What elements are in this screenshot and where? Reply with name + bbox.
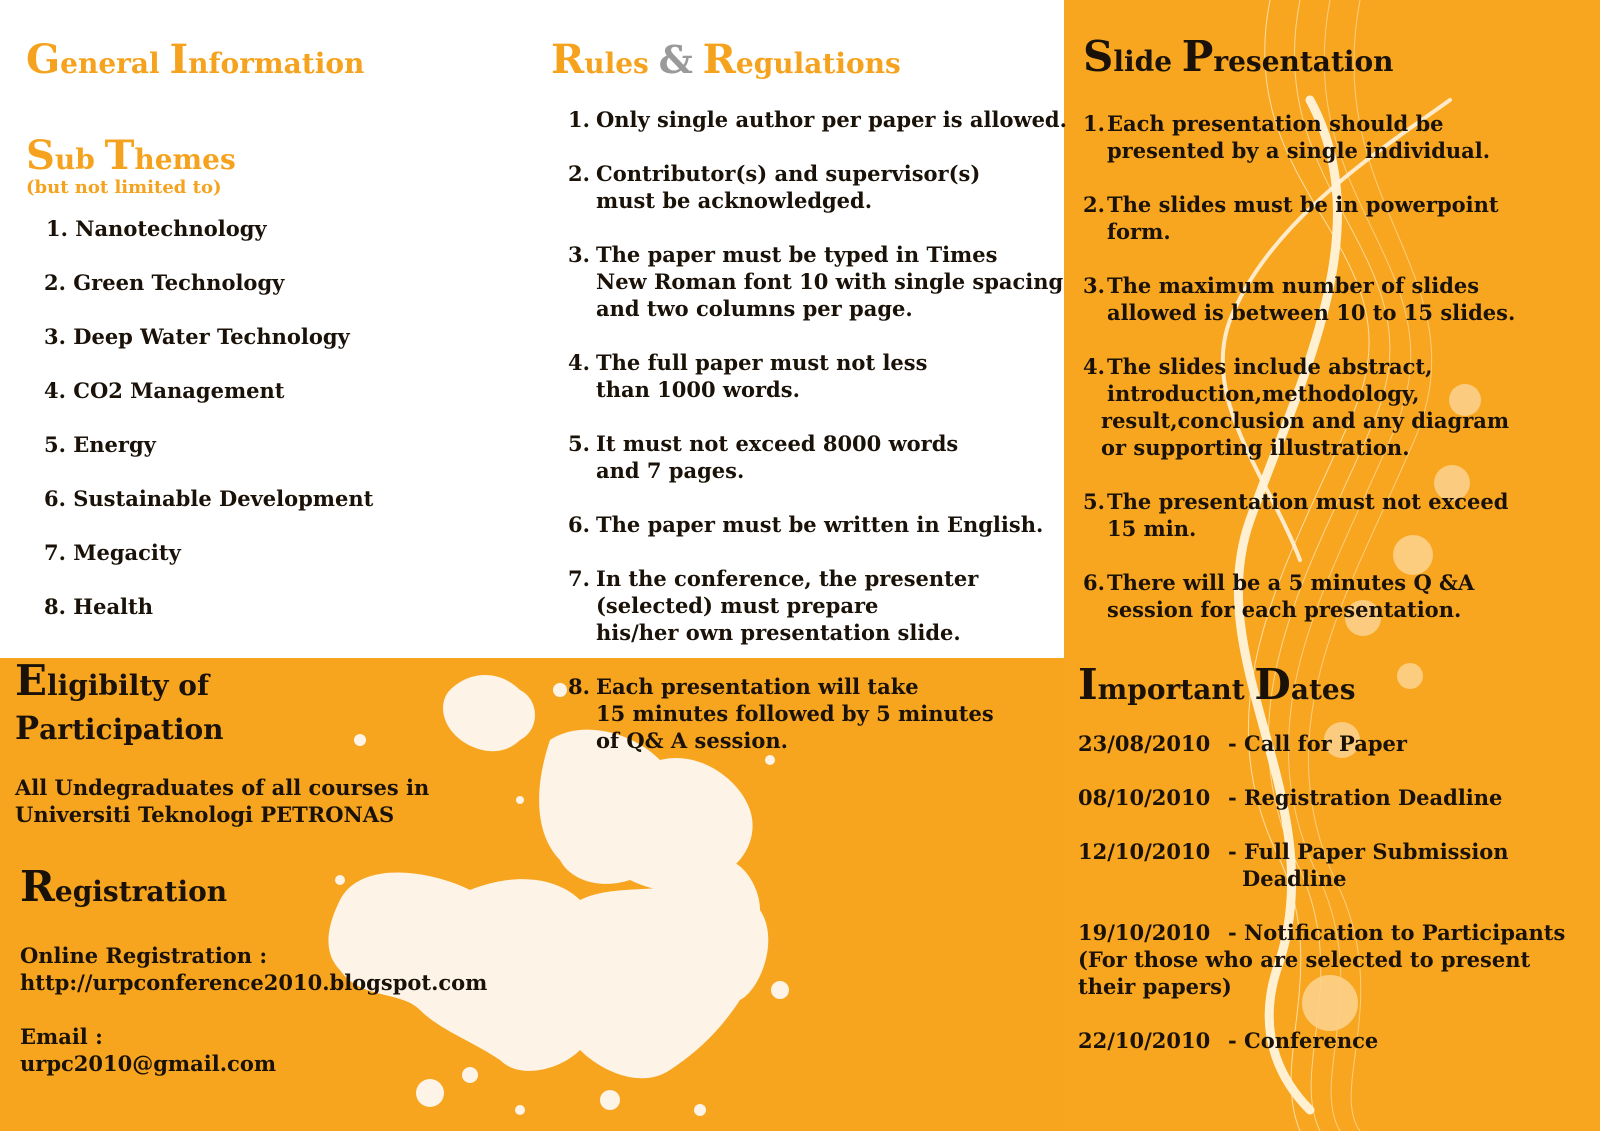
list-item: 2. Green Technology: [44, 270, 285, 295]
date-note: (For those who are selected to present their papers): [1078, 947, 1531, 999]
heading-text: ligibilty of: [47, 669, 210, 702]
ampersand: &: [658, 37, 693, 82]
slide-presentation-heading: [1083, 32, 1394, 81]
slide-rule-item: 1. Each presentation should be presented by a single individual.: [1083, 111, 1491, 163]
rule-item: 8. Each presentation will take 15 minutes followed by 5 minutes of Q& A session.: [568, 674, 994, 753]
heading-initial: D: [1254, 660, 1291, 709]
heading-text: hemes: [134, 143, 236, 176]
date-item: 08/10/2010 - Registration Deadline: [1078, 785, 1503, 810]
heading-initial: P: [15, 709, 40, 747]
heading-text: egistration: [54, 875, 228, 908]
heading-initial: S: [26, 132, 55, 179]
list-item: 4. CO2 Management: [44, 378, 285, 403]
slides-list: [1083, 110, 1515, 623]
general-information-heading: [26, 36, 364, 83]
heading-text: lide: [1113, 45, 1182, 78]
important-dates-heading: [1078, 660, 1355, 709]
heading-text: ub: [54, 143, 105, 176]
heading-text: resentation: [1213, 45, 1394, 78]
list-item: 5. Energy: [44, 432, 156, 457]
list-item: 7. Megacity: [44, 540, 181, 565]
heading-initial: P: [1181, 32, 1214, 81]
list-item: 3. Deep Water Technology: [44, 324, 350, 349]
list-item: 6. Sustainable Development: [44, 486, 374, 511]
eligibility-text: All Undegraduates of all courses in Universiti Teknologi PETRONAS: [15, 775, 430, 827]
date-item: 23/08/2010 - Call for Paper: [1078, 731, 1407, 756]
heading-initial: E: [15, 656, 48, 705]
email-address[interactable]: urpc2010@gmail.com: [20, 1051, 277, 1076]
slide-rule-item: 2. The slides must be in powerpoint form.: [1083, 192, 1499, 244]
registration-details: [20, 942, 487, 1077]
date-item: 19/10/2010 - Notification to Participants: [1078, 920, 1566, 945]
slide-rule-item: 5. The presentation must not exceed 15 min.: [1083, 489, 1509, 541]
heading-initial: I: [1078, 660, 1098, 709]
slide-rule-item: 4. The slides include abstract, introduction,methodology, result,conclusion and any diagram or supporting illustration.: [1083, 354, 1510, 460]
rule-item: 3. The paper must be typed in Times New Roman font 10 with single spacing and two columns per page.: [568, 242, 1064, 321]
rule-item: 1. Only single author per paper is allowed.: [568, 107, 1067, 132]
heading-text: egulations: [735, 47, 901, 80]
rules-list: [568, 106, 1067, 754]
heading-initial: R: [551, 36, 585, 83]
dates-list: [1078, 730, 1565, 1054]
heading-text: mportant: [1097, 673, 1255, 706]
sub-themes-heading: [26, 132, 236, 179]
slide-rule-item: 6. There will be a 5 minutes Q &A session for each presentation.: [1083, 570, 1475, 622]
heading-initial: I: [169, 36, 189, 83]
date-item: 12/10/2010 - Full Paper Submission Deadline: [1078, 839, 1509, 891]
rules-heading: [551, 36, 901, 83]
sub-themes-subtitle: (but not limited to): [26, 177, 222, 198]
slide-rule-item: 3. The maximum number of slides allowed is between 10 to 15 slides.: [1083, 273, 1516, 325]
rule-item: 6. The paper must be written in English.: [568, 512, 1044, 537]
heading-initial: G: [26, 36, 61, 83]
heading-initial: R: [702, 36, 736, 83]
rule-item: 5. It must not exceed 8000 words and 7 pages.: [568, 431, 959, 483]
heading-text: eneral: [60, 47, 170, 80]
heading-initial: R: [20, 862, 55, 911]
rule-item: 4. The full paper must not less than 1000 words.: [568, 350, 928, 402]
registration-url[interactable]: http://urpconference2010.blogspot.com: [20, 970, 488, 995]
registration-heading: [20, 862, 227, 911]
rule-item: 7. In the conference, the presenter (selected) must prepare his/her own presentation slide.: [568, 566, 979, 645]
heading-text: ules: [584, 47, 659, 80]
heading-text: articipation: [39, 713, 224, 746]
list-item: 8. Health: [44, 594, 154, 619]
rule-item: 2. Contributor(s) and supervisor(s) must be acknowledged.: [568, 161, 981, 213]
heading-text: ates: [1290, 673, 1356, 706]
heading-initial: S: [1083, 32, 1114, 81]
list-item: 1. Nanotechnology: [46, 216, 267, 241]
email-label: Email :: [20, 1024, 103, 1049]
heading-initial: T: [104, 132, 135, 179]
eligibility-heading: [15, 656, 224, 751]
sub-themes-list: [44, 215, 373, 620]
date-item: 22/10/2010 - Conference: [1078, 1028, 1379, 1053]
online-registration-label: Online Registration :: [20, 943, 268, 968]
heading-text: nformation: [188, 47, 365, 80]
